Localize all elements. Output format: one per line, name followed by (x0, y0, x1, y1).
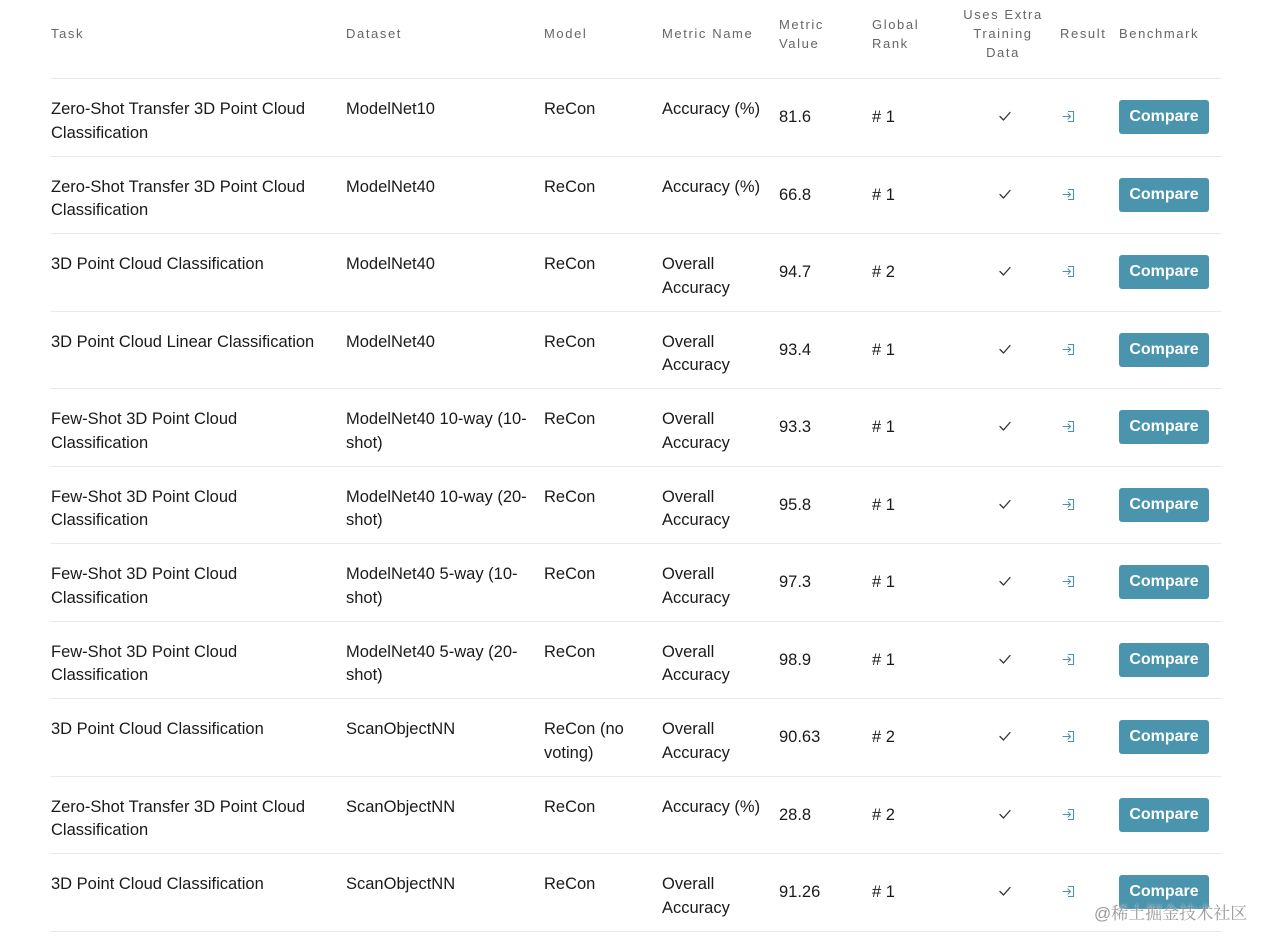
metric-value-cell: 28.8 (779, 805, 812, 824)
check-icon (998, 571, 1012, 591)
task-cell: 3D Point Cloud Linear Classification (51, 332, 315, 351)
check-icon (998, 106, 1012, 126)
result-link-icon[interactable] (1061, 729, 1076, 744)
compare-button[interactable]: Compare (1119, 798, 1209, 832)
table-row (51, 544, 1221, 622)
task-cell: 3D Point Cloud Classification (51, 720, 264, 738)
compare-button[interactable]: Compare (1119, 643, 1209, 677)
model-cell: ReCon (544, 332, 596, 351)
metric-name-cell: Overall Accuracy (662, 565, 730, 607)
metric-name-cell: Overall Accuracy (662, 410, 730, 452)
global-rank-cell: # 1 (872, 573, 895, 591)
metric-value-cell: 81.6 (779, 108, 812, 126)
task-cell: Zero-Shot Transfer 3D Point Cloud Classification (51, 100, 306, 142)
results-table (51, 0, 1221, 932)
check-icon (998, 726, 1012, 746)
metric-name-cell: Overall Accuracy (662, 875, 730, 917)
model-cell: ReCon (544, 410, 596, 428)
task-cell: Few-Shot 3D Point Cloud Classification (51, 565, 238, 607)
compare-button[interactable]: Compare (1119, 178, 1209, 212)
table-header (51, 0, 1221, 79)
compare-button[interactable]: Compare (1119, 255, 1209, 289)
table-row (51, 79, 1221, 157)
check-icon (998, 261, 1012, 281)
result-link-icon[interactable] (1061, 652, 1076, 667)
task-cell: Few-Shot 3D Point Cloud Classification (51, 410, 238, 452)
task-cell: Few-Shot 3D Point Cloud Classification (51, 487, 238, 529)
check-icon (998, 416, 1012, 436)
task-cell: Zero-Shot Transfer 3D Point Cloud Classification (51, 797, 306, 839)
dataset-cell: ScanObjectNN (346, 720, 456, 738)
header-extra-line: Training (973, 26, 1033, 41)
header-extra-line: Data (986, 45, 1020, 60)
compare-button[interactable]: Compare (1119, 875, 1209, 909)
global-rank-cell: # 1 (872, 883, 895, 901)
metric-value-cell: 93.3 (779, 418, 812, 436)
metric-name-cell: Accuracy (%) (662, 177, 761, 196)
dataset-cell: ScanObjectNN (346, 797, 456, 816)
table-body (51, 79, 1221, 932)
compare-button[interactable]: Compare (1119, 565, 1209, 599)
global-rank-cell: # 2 (872, 805, 895, 824)
result-link-icon[interactable] (1061, 807, 1076, 822)
dataset-cell: ModelNet40 (346, 177, 435, 196)
model-cell: ReCon (544, 177, 596, 196)
header-global-rank-line: Rank (872, 36, 909, 51)
metric-name-cell: Overall Accuracy (662, 642, 730, 684)
table-row (51, 622, 1221, 700)
header-model: Model (544, 26, 588, 41)
header-metric-value-line: Value (779, 36, 820, 51)
model-cell: ReCon (no voting) (544, 720, 624, 762)
dataset-cell: ScanObjectNN (346, 875, 456, 893)
header-metric-value-line: Metric (779, 17, 824, 32)
metric-value-cell: 93.4 (779, 340, 812, 359)
header-dataset: Dataset (346, 26, 403, 41)
metric-name-cell: Overall Accuracy (662, 720, 730, 762)
metric-value-cell: 90.63 (779, 728, 821, 746)
model-cell: ReCon (544, 797, 596, 816)
result-link-icon[interactable] (1061, 884, 1076, 899)
model-cell: ReCon (544, 255, 596, 273)
header-extra-line: Uses Extra (963, 7, 1043, 22)
table-row (51, 389, 1221, 467)
metric-value-cell: 97.3 (779, 573, 812, 591)
compare-button[interactable]: Compare (1119, 488, 1209, 522)
check-icon (998, 494, 1012, 514)
compare-button[interactable]: Compare (1119, 410, 1209, 444)
metric-value-cell: 94.7 (779, 263, 812, 281)
compare-button[interactable]: Compare (1119, 720, 1209, 754)
metric-name-cell: Accuracy (%) (662, 797, 761, 816)
result-link-icon[interactable] (1061, 574, 1076, 589)
table-row (51, 854, 1221, 932)
table-row (51, 157, 1221, 235)
global-rank-cell: # 2 (872, 263, 895, 281)
model-cell: ReCon (544, 487, 596, 506)
metric-value-cell: 98.9 (779, 650, 812, 669)
global-rank-cell: # 1 (872, 185, 895, 204)
metric-name-cell: Overall Accuracy (662, 332, 730, 374)
watermark: @稀土掘金技术社区 (1094, 904, 1248, 923)
dataset-cell: ModelNet40 5-way (20-shot) (346, 642, 518, 684)
result-link-icon[interactable] (1061, 109, 1076, 124)
task-cell: 3D Point Cloud Classification (51, 875, 264, 893)
table-row (51, 312, 1221, 390)
table-row (51, 699, 1221, 777)
table-row (51, 467, 1221, 545)
result-link-icon[interactable] (1061, 497, 1076, 512)
metric-value-cell: 91.26 (779, 883, 821, 901)
check-icon (998, 881, 1012, 901)
model-cell: ReCon (544, 642, 596, 661)
global-rank-cell: # 1 (872, 650, 895, 669)
result-link-icon[interactable] (1061, 187, 1076, 202)
dataset-cell: ModelNet40 5-way (10-shot) (346, 565, 518, 607)
metric-value-cell: 95.8 (779, 495, 812, 514)
dataset-cell: ModelNet10 (346, 100, 435, 118)
table-row (51, 777, 1221, 855)
metric-name-cell: Overall Accuracy (662, 487, 730, 529)
task-cell: Few-Shot 3D Point Cloud Classification (51, 642, 238, 684)
global-rank-cell: # 1 (872, 418, 895, 436)
header-global-rank (872, 15, 919, 53)
model-cell: ReCon (544, 100, 596, 118)
dataset-cell: ModelNet40 (346, 332, 435, 351)
check-icon (998, 804, 1012, 824)
result-link-icon[interactable] (1061, 419, 1076, 434)
header-task: Task (51, 26, 85, 41)
global-rank-cell: # 2 (872, 728, 895, 746)
dataset-cell: ModelNet40 10-way (20-shot) (346, 487, 527, 529)
global-rank-cell: # 1 (872, 108, 895, 126)
dataset-cell: ModelNet40 (346, 255, 435, 273)
metric-value-cell: 66.8 (779, 185, 812, 204)
table-row (51, 234, 1221, 312)
header-benchmark: Benchmark (1119, 26, 1200, 41)
metric-name-cell: Overall Accuracy (662, 255, 730, 297)
model-cell: ReCon (544, 565, 596, 583)
compare-button[interactable]: Compare (1119, 100, 1209, 134)
result-link-icon[interactable] (1061, 264, 1076, 279)
check-icon (998, 649, 1012, 669)
global-rank-cell: # 1 (872, 495, 895, 514)
dataset-cell: ModelNet40 10-way (10-shot) (346, 410, 527, 452)
check-icon (998, 184, 1012, 204)
header-global-rank-line: Global (872, 17, 920, 32)
header-metric-name: Metric Name (662, 26, 754, 41)
global-rank-cell: # 1 (872, 340, 895, 359)
task-cell: 3D Point Cloud Classification (51, 255, 264, 273)
header-result: Result (1060, 26, 1107, 41)
header-uses-extra-training-data (961, 5, 1045, 62)
header-metric-value (779, 15, 824, 53)
model-cell: ReCon (544, 875, 596, 893)
compare-button[interactable]: Compare (1119, 333, 1209, 367)
check-icon (998, 339, 1012, 359)
result-link-icon[interactable] (1061, 342, 1076, 357)
metric-name-cell: Accuracy (%) (662, 100, 761, 118)
task-cell: Zero-Shot Transfer 3D Point Cloud Classification (51, 177, 306, 219)
